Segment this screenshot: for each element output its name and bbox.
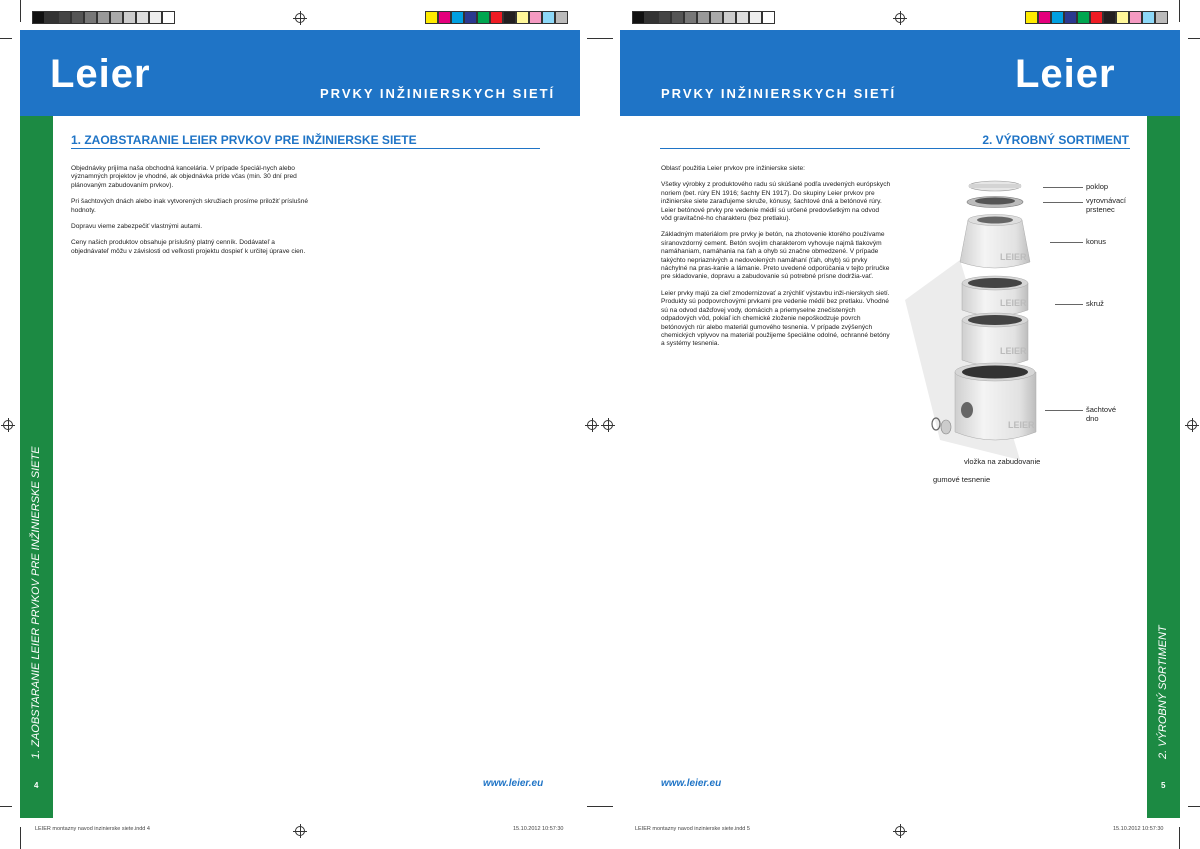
paragraph: Ceny našich produktov obsahuje príslušný platný cenník. Dodávateľ a objednávateľ môžu v závislosti od veľkosti projektu dospieť k určitej úprave cien. <box>71 239 306 255</box>
manhole-illustration <box>900 170 1090 470</box>
header-band-right <box>620 30 1180 116</box>
side-label-vertical: 1. ZAOBSTARANIE LEIER PRVKOV PRE INŽINIERSKE SIETE <box>30 446 42 759</box>
section-title: 1. ZAOBSTARANIE LEIER PRVKOV PRE INŽINIERSKE SIETE <box>71 133 417 147</box>
pipe-opening <box>961 402 973 418</box>
registration-mark-icon <box>895 826 905 836</box>
side-bar-right <box>1147 116 1180 818</box>
paragraph: Základným materiálom pre prvky je betón, na zhotovenie ktorého používame síranovzdorný cement. Betón svojím charakterom vyhovuje najmä tlakovým namáhaniam, namáhania na ťah a ohyb sú značne obmedzené. V prípade takýchto nepriaznivých a nedovolených namáhaní (ťah, ohyb) sú prvky náchylné na pras-kanie a lámanie. Preto uvedené odporúčania v tejto príručke pre skladovanie, dopravu a zabudovanie sú potrebné prísne dodržia-vať. <box>661 231 890 281</box>
registration-mark-icon <box>603 420 613 430</box>
crop-mark <box>20 0 21 22</box>
paragraph: Dopravu vieme zabezpečiť vlastnými autami. <box>71 223 203 231</box>
svg-text:LEIER: LEIER <box>1000 346 1027 356</box>
label-cover: poklop <box>1086 182 1109 191</box>
registration-mark-icon <box>295 826 305 836</box>
svg-text:LEIER: LEIER <box>1000 298 1027 308</box>
crop-mark <box>1188 806 1200 807</box>
page-number: 5 <box>1161 781 1166 790</box>
crop-mark <box>1179 0 1180 22</box>
leader-line <box>1043 187 1083 188</box>
body-text-right <box>661 165 891 357</box>
registration-mark-icon <box>587 420 597 430</box>
footer-date: 15.10.2012 10:57:30 <box>1113 826 1164 832</box>
label-shaft-base: šachtové dno <box>1086 405 1117 423</box>
svg-text:LEIER: LEIER <box>1000 252 1027 262</box>
paragraph: Všetky výrobky z produktového radu sú skúšané podľa uvedených európskych noriem (bet. rúry EN 1916; šachty EN 1917). Do skupiny Leier prvkov pre inžinierske siete zaraďujeme skruže, kónusy, šachtové dná a betónové rúry. Leier betónové prvky pre vedenie médií sú určené predovšetkým na odvod vôd gravitačné-ho charakteru (bez pretlaku). <box>661 181 891 223</box>
crop-mark <box>587 38 613 39</box>
crop-mark <box>1188 38 1200 39</box>
paragraph: Pri šachtových dnách alebo inak vytvorených skružiach prosíme priložiť príslušné hodnoty. <box>71 198 309 214</box>
registration-mark-icon <box>895 13 905 23</box>
label-insert: vložka na zabudovanie <box>964 457 1041 466</box>
section-rule <box>71 148 540 149</box>
leader-line <box>1045 410 1083 411</box>
paragraph: Oblasť použitia Leier prvkov pre inžinierske siete: <box>661 165 805 172</box>
header-band-left <box>20 30 580 116</box>
paragraph: Leier prvky majú za cieľ zmodernizovať a zrýchliť výstavbu inži-nierskych sietí. Produkty sú podpovrchovými prvkami pre vedenie médií bez pretlaku. Vhodné sú na odvod dažďovej vody, domácich a priemyselne znečistených odpadových vôd, pokiaľ ich chemické zloženie nepoškodzuje povrch betónových rúr alebo materiál gumového tesnenia. V prípade zvýšených chemických vplyvov na materiál použijeme špeciálne odolné, ochranné betóny a systémy tesnenia. <box>661 289 890 348</box>
label-cone: konus <box>1086 237 1107 246</box>
side-label-vertical: 2. VÝROBNÝ SORTIMENT <box>1157 625 1169 759</box>
crop-mark <box>0 38 12 39</box>
website-link[interactable]: www.leier.eu <box>661 778 722 789</box>
leader-line <box>1043 202 1083 203</box>
leader-line <box>1050 242 1083 243</box>
crop-mark <box>0 806 12 807</box>
pipe-insert <box>941 420 951 434</box>
registration-mark-icon <box>3 420 13 430</box>
leier-logo: Leier <box>50 52 151 96</box>
paragraph: Objednávky prijíma naša obchodná kancelária. V prípade špeciál-nych alebo významných projektov je vhodné, ak objednávka príde včas (min. 30 dní pred plánovaným zabudovaním prvkov). <box>71 165 297 189</box>
side-bar-left <box>20 116 53 818</box>
website-link[interactable]: www.leier.eu <box>483 778 544 789</box>
label-seal: gumové tesnenie <box>933 475 991 484</box>
svg-text:LEIER: LEIER <box>1008 420 1035 430</box>
header-title: PRVKY INŽINIERSKYCH SIETÍ <box>320 86 556 101</box>
crop-mark <box>1179 827 1180 849</box>
footer-file-info: LEIER montazny navod inzinierske siete.indd 5 <box>635 826 750 832</box>
footer-file-info: LEIER montazny navod inzinierske siete.indd 4 <box>35 826 150 832</box>
label-ring: vyrovnávací prstenec <box>1086 196 1127 214</box>
page-number: 4 <box>34 781 39 790</box>
crop-mark <box>20 827 21 849</box>
crop-mark <box>587 806 613 807</box>
header-title: PRVKY INŽINIERSKYCH SIETÍ <box>661 86 897 101</box>
leier-logo: Leier <box>1015 52 1116 96</box>
label-ring-section: skruž <box>1086 299 1104 308</box>
leader-line <box>1055 304 1083 305</box>
registration-mark-icon <box>1187 420 1197 430</box>
registration-mark-icon <box>295 13 305 23</box>
footer-date: 15.10.2012 10:57:30 <box>513 826 564 832</box>
section-title: 2. VÝROBNÝ SORTIMENT <box>982 133 1129 147</box>
section-rule <box>660 148 1130 149</box>
body-text-left <box>71 165 311 264</box>
